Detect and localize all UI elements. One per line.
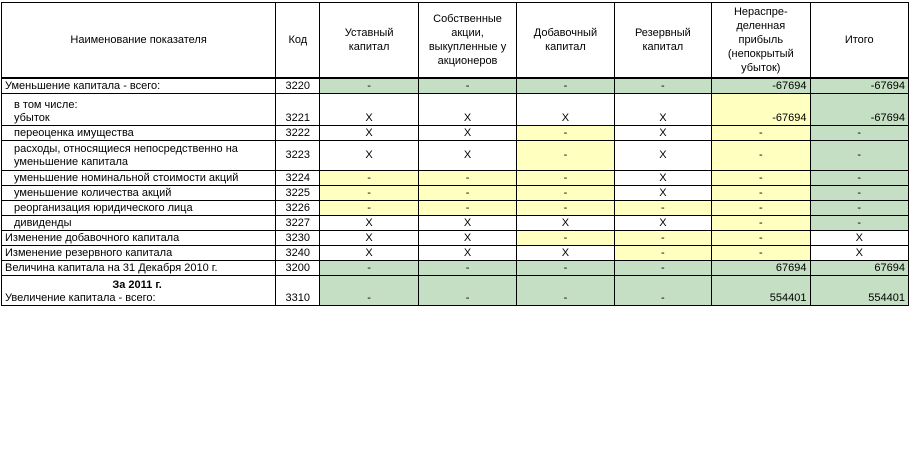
table-cell: - <box>614 261 711 276</box>
table-cell: X <box>810 231 909 246</box>
table-cell: - <box>712 246 810 261</box>
table-cell: X <box>418 141 516 171</box>
row-code: 3240 <box>276 246 320 261</box>
row-code: 3227 <box>276 216 320 231</box>
row-label-prefix: в том числе: <box>14 99 78 111</box>
table-cell: X <box>320 126 418 141</box>
row-label: переоценка имущества <box>2 126 276 141</box>
table-cell: X <box>614 94 711 126</box>
table-cell: - <box>517 201 614 216</box>
table-cell: - <box>517 78 614 94</box>
table-cell: X <box>320 94 418 126</box>
table-cell: - <box>614 231 711 246</box>
table-cell: - <box>614 246 711 261</box>
table-cell: - <box>712 231 810 246</box>
table-cell: X <box>517 216 614 231</box>
table-row <box>2 141 909 171</box>
header-row <box>2 3 909 79</box>
table-cell: - <box>712 171 810 186</box>
table-cell: -67694 <box>712 94 810 126</box>
table-cell: X <box>320 216 418 231</box>
table-cell: 67694 <box>712 261 810 276</box>
row-label: уменьшение номинальной стоимости акций <box>2 171 276 186</box>
table-cell: X <box>810 246 909 261</box>
table-cell: - <box>712 141 810 171</box>
col-header-treasury-shares: Собственные акции, выкупленные у акционеров <box>418 3 516 79</box>
table-cell: - <box>810 171 909 186</box>
table-cell: - <box>810 141 909 171</box>
row-code: 3223 <box>276 141 320 171</box>
row-code: 3200 <box>276 261 320 276</box>
table-cell: - <box>517 126 614 141</box>
table-cell: - <box>320 261 418 276</box>
table-cell: - <box>320 78 418 94</box>
table-cell: X <box>614 186 711 201</box>
row-label: Уменьшение капитала - всего: <box>2 78 276 94</box>
table-cell: - <box>712 216 810 231</box>
table-cell: X <box>418 231 516 246</box>
row-code: 3221 <box>276 94 320 126</box>
table-cell: - <box>517 276 614 306</box>
col-header-charter-capital: Уставный капитал <box>320 3 418 79</box>
table-cell: X <box>614 216 711 231</box>
table-cell: - <box>712 186 810 201</box>
row-code: 3230 <box>276 231 320 246</box>
table-cell: - <box>517 141 614 171</box>
table-cell: - <box>418 78 516 94</box>
col-header-code: Код <box>276 3 320 79</box>
row-label: уменьшение количества акций <box>2 186 276 201</box>
row-label: реорганизация юридического лица <box>2 201 276 216</box>
row-label: расходы, относящиеся непосредственно на уменьшение капитала <box>2 141 276 171</box>
capital-changes-table <box>1 2 909 306</box>
table-cell: - <box>418 186 516 201</box>
table-row <box>2 78 909 94</box>
row-label: Изменение добавочного капитала <box>2 231 276 246</box>
table-cell: X <box>418 246 516 261</box>
table-cell: - <box>418 171 516 186</box>
table-cell: -67694 <box>810 94 909 126</box>
row-label: Величина капитала на 31 Декабря 2010 г. <box>2 261 276 276</box>
table-cell: X <box>320 141 418 171</box>
table-row <box>2 94 909 126</box>
table-row <box>2 201 909 216</box>
table-cell: - <box>418 201 516 216</box>
row-code: 3224 <box>276 171 320 186</box>
table-cell: - <box>320 186 418 201</box>
row-code: 3226 <box>276 201 320 216</box>
col-header-retained-earnings: Нераспре-деленная прибыль (непокрытый убыток) <box>712 3 810 79</box>
row-code: 3222 <box>276 126 320 141</box>
table-cell: - <box>418 276 516 306</box>
table-cell: - <box>517 261 614 276</box>
table-cell: - <box>810 186 909 201</box>
table-row <box>2 276 909 306</box>
table-cell: - <box>810 201 909 216</box>
table-cell: X <box>517 246 614 261</box>
table-cell: X <box>517 94 614 126</box>
row-label-text: Увеличение капитала - всего: <box>5 292 156 304</box>
table-cell: X <box>614 126 711 141</box>
table-cell: X <box>418 94 516 126</box>
table-cell: 554401 <box>712 276 810 306</box>
table-cell: - <box>320 276 418 306</box>
table-row <box>2 231 909 246</box>
table-cell: - <box>418 261 516 276</box>
table-cell: -67694 <box>810 78 909 94</box>
row-label: дивиденды <box>2 216 276 231</box>
col-header-additional-capital: Добавочный капитал <box>517 3 614 79</box>
table-row <box>2 261 909 276</box>
row-code: 3225 <box>276 186 320 201</box>
row-label <box>2 94 276 126</box>
table-cell: - <box>517 231 614 246</box>
table-cell: - <box>517 186 614 201</box>
table-cell: - <box>712 201 810 216</box>
section-title: За 2011 г. <box>112 279 162 291</box>
row-label <box>2 276 276 306</box>
table-cell: - <box>614 201 711 216</box>
table-cell: -67694 <box>712 78 810 94</box>
row-label-text: убыток <box>14 112 50 124</box>
table-row <box>2 186 909 201</box>
table-cell: - <box>614 78 711 94</box>
col-header-reserve-capital: Резервный капитал <box>614 3 711 79</box>
row-code: 3220 <box>276 78 320 94</box>
table-row <box>2 171 909 186</box>
table-cell: - <box>614 276 711 306</box>
table-row <box>2 126 909 141</box>
row-code: 3310 <box>276 276 320 306</box>
col-header-total: Итого <box>810 3 909 79</box>
table-cell: X <box>418 216 516 231</box>
table-cell: X <box>418 126 516 141</box>
table-cell: - <box>712 126 810 141</box>
table-row <box>2 246 909 261</box>
table-cell: X <box>320 246 418 261</box>
table-cell: - <box>810 216 909 231</box>
row-label: Изменение резервного капитала <box>2 246 276 261</box>
table-cell: - <box>320 201 418 216</box>
table-cell: X <box>320 231 418 246</box>
table-cell: 67694 <box>810 261 909 276</box>
table-cell: X <box>614 141 711 171</box>
table-row <box>2 216 909 231</box>
table-cell: - <box>320 171 418 186</box>
table-cell: X <box>614 171 711 186</box>
table-cell: - <box>517 171 614 186</box>
table-cell: 554401 <box>810 276 909 306</box>
col-header-name: Наименование показателя <box>2 3 276 79</box>
table-cell: - <box>810 126 909 141</box>
